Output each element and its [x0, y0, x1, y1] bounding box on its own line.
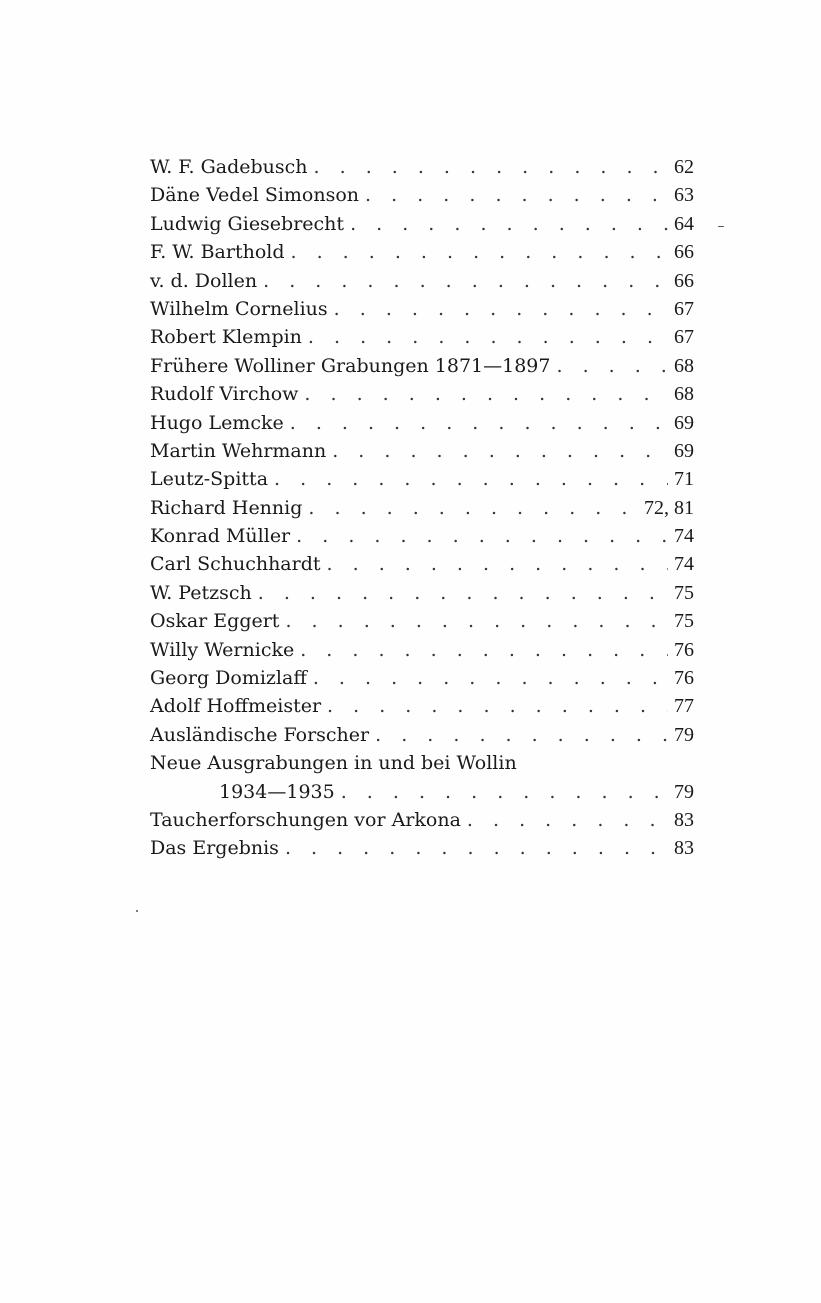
toc-entry-title: Adolf Hoffmeister: [150, 695, 322, 718]
toc-entry-page: 67: [674, 326, 694, 349]
dot-leader: [467, 806, 668, 834]
table-of-contents: [150, 153, 694, 863]
toc-entry: [150, 295, 694, 323]
toc-entry-title: Däne Vedel Simonson: [150, 184, 360, 207]
dot-leader: [274, 465, 668, 493]
toc-entry-title: W. Petzsch: [150, 581, 252, 604]
toc-entry-page: 66: [674, 241, 694, 264]
dot-leader: [327, 550, 668, 578]
toc-entry: [150, 323, 694, 351]
dot-leader: [327, 692, 668, 720]
toc-entry-title: Taucherforschungen vor Arkona: [150, 808, 461, 831]
toc-entry-page: 67: [674, 297, 694, 320]
toc-entry-page: 66: [674, 269, 694, 292]
dot-leader: [285, 607, 668, 635]
toc-entry-title-continuation: 1934—1935: [219, 780, 335, 803]
toc-entry: [150, 806, 694, 834]
toc-entry: [150, 692, 694, 720]
toc-entry-page: 76: [674, 667, 694, 690]
toc-entry-title: Frühere Wolliner Grabungen 1871—1897: [150, 354, 551, 377]
toc-entry-page: 79: [674, 780, 694, 803]
toc-entry: [150, 522, 694, 550]
toc-entry-title: Das Ergebnis: [150, 837, 279, 860]
toc-entry-title: Carl Schuchhardt: [150, 553, 321, 576]
toc-entry: [150, 465, 694, 493]
dot-leader: [334, 295, 668, 323]
dot-leader: [314, 153, 668, 181]
toc-entry: [150, 636, 694, 664]
toc-entry-page: 74: [674, 525, 694, 548]
paper-speck: [718, 226, 724, 227]
dot-leader: [285, 834, 668, 862]
toc-entry-title: Leutz-Spitta: [150, 468, 269, 491]
dot-leader: [290, 409, 668, 437]
toc-entry-page: 83: [674, 808, 694, 831]
dot-leader: [375, 721, 668, 749]
toc-entry-page: 68: [674, 383, 694, 406]
toc-entry-title: Robert Klempin: [150, 326, 302, 349]
toc-entry: [150, 550, 694, 578]
toc-entry: [150, 664, 694, 692]
dot-leader: [556, 352, 668, 380]
toc-entry: [150, 834, 694, 862]
dot-leader: [300, 636, 668, 664]
toc-entry-page: 74: [674, 553, 694, 576]
dot-leader: [308, 494, 638, 522]
toc-entry: [150, 352, 694, 380]
toc-entry-page: 76: [674, 638, 694, 661]
dot-leader: [350, 210, 668, 238]
dot-leader: [263, 267, 668, 295]
dot-leader: [341, 778, 668, 806]
toc-entry: [150, 210, 694, 238]
toc-entry: [150, 721, 694, 749]
toc-entry-title: W. F. Gadebusch: [150, 156, 308, 178]
toc-entry-title: Ausländische Forscher: [150, 723, 370, 746]
toc-entry-page: 64: [674, 212, 694, 235]
dot-leader: [313, 664, 668, 692]
dot-leader: [258, 579, 668, 607]
toc-entry-title: Konrad Müller: [150, 525, 291, 548]
toc-entry-title: Georg Domizlaff: [150, 667, 307, 690]
toc-entry: [150, 380, 694, 408]
toc-entry: [150, 607, 694, 635]
toc-entry-page: 62: [674, 156, 694, 178]
toc-entry-multiline-second: [150, 778, 694, 806]
toc-entry-page: 69: [674, 439, 694, 462]
toc-entry-title: Martin Wehrmann: [150, 439, 327, 462]
dot-leader: [332, 437, 668, 465]
toc-entry-title: Willy Wernicke: [150, 638, 295, 661]
dot-leader: [291, 238, 668, 266]
toc-entry-multiline-first: [150, 749, 694, 777]
toc-entry: [150, 409, 694, 437]
toc-entry-page: 68: [674, 354, 694, 377]
toc-entry-page: 69: [674, 411, 694, 434]
toc-entry-title: Oskar Eggert: [150, 610, 280, 633]
toc-entry: [150, 267, 694, 295]
toc-entry-title: Ludwig Giesebrecht: [150, 212, 345, 235]
toc-entry-page: 83: [674, 837, 694, 860]
toc-entry-title: v. d. Dollen: [150, 269, 258, 292]
toc-entry-page: 79: [674, 723, 694, 746]
paper-speck: [136, 910, 138, 912]
dot-leader: [296, 522, 668, 550]
toc-entry-page: 63: [674, 184, 694, 207]
toc-entry: [150, 181, 694, 209]
toc-entry-title: Wilhelm Cornelius: [150, 297, 328, 320]
toc-entry-page: 75: [674, 581, 694, 604]
dot-leader: [365, 181, 668, 209]
toc-entry-page: 75: [674, 610, 694, 633]
toc-entry-page: 72, 81: [644, 496, 694, 519]
toc-entry: [150, 238, 694, 266]
toc-entry: [150, 579, 694, 607]
toc-entry-title: Rudolf Virchow: [150, 383, 299, 406]
toc-entry: [150, 494, 694, 522]
dot-leader: [308, 323, 668, 351]
toc-entry-page: 77: [674, 695, 694, 718]
toc-entry-title: Hugo Lemcke: [150, 411, 284, 434]
toc-entry: [150, 437, 694, 465]
toc-entry: [150, 153, 694, 181]
toc-entry-page: 71: [674, 468, 694, 491]
dot-leader: [304, 380, 668, 408]
toc-entry-title: Richard Hennig: [150, 496, 303, 519]
toc-entry-title: Neue Ausgrabungen in und bei Wollin: [150, 752, 517, 775]
toc-entry-title: F. W. Barthold: [150, 241, 285, 264]
